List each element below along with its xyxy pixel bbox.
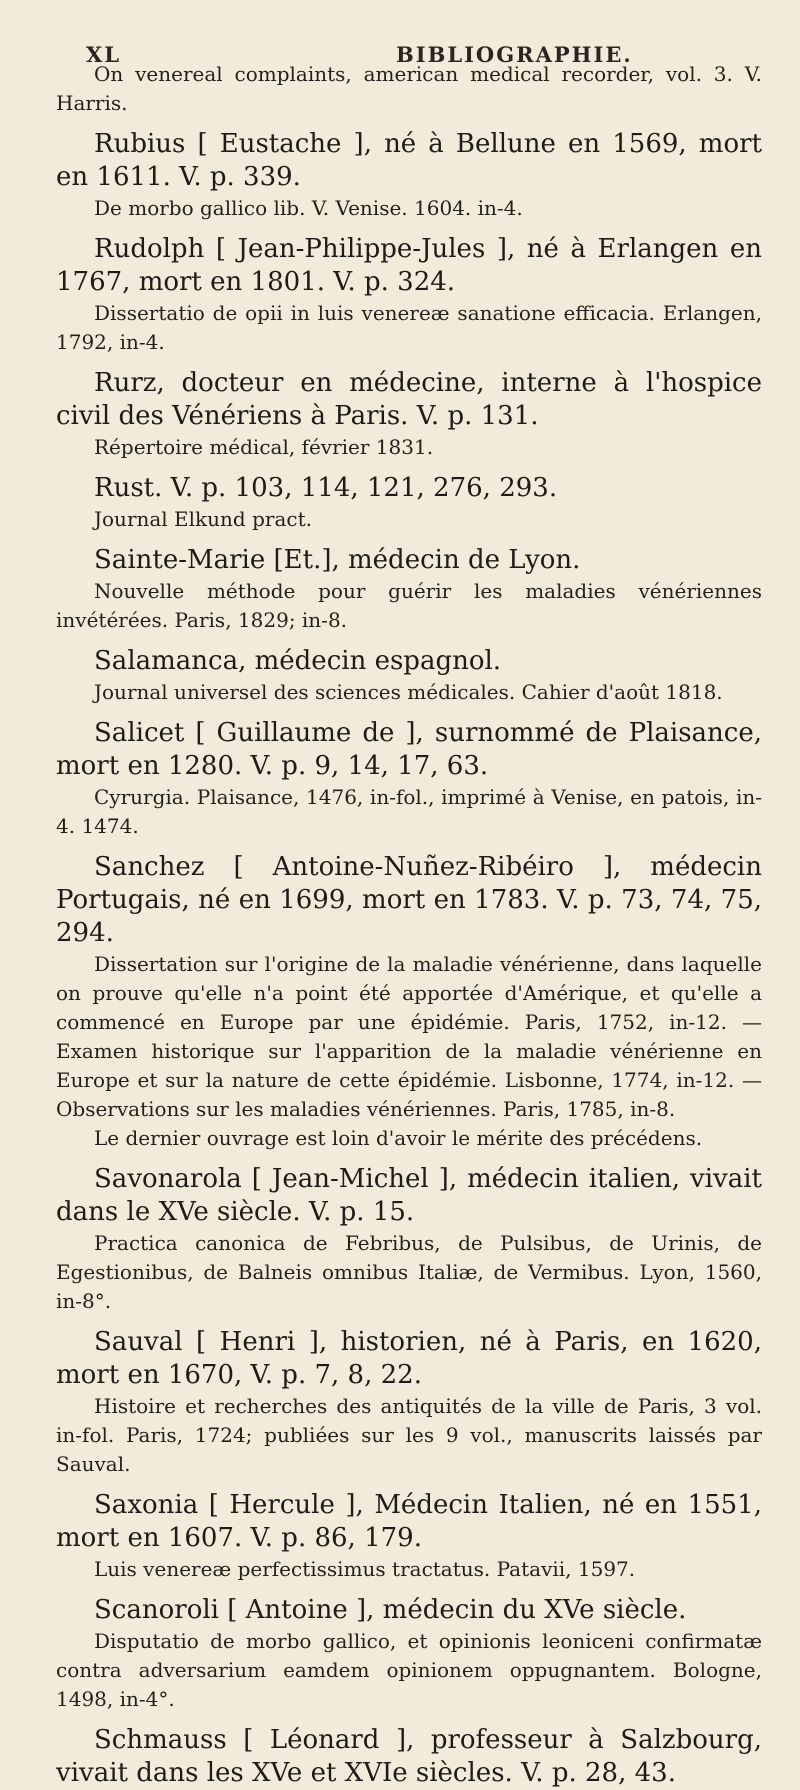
- entry-heading: Salamanca, médecin espagnol.: [94, 646, 502, 676]
- page-number: XL: [86, 42, 122, 67]
- entry-heading: Saxonia [ Hercule ], Médecin Italien, né en 1551, mort en 1607. V. p. 86, 179.: [56, 1490, 762, 1553]
- entry-heading: Scanoroli [ Antoine ], médecin du XVe siècle.: [94, 1595, 687, 1625]
- bibliography-entry: [56, 60, 762, 118]
- bibliography-entry: [56, 717, 762, 841]
- entry-heading: Salicet [ Guillaume de ], surnommé de Plaisance, mort en 1280. V. p. 9, 14, 17, 63.: [56, 718, 762, 781]
- entry-work: Dissertation sur l'origine de la maladie vénérienne, dans laquelle on prouve qu'elle n'a point été apportée d'Amérique, et qu'elle a commencé en Europe par une épidémie. Paris, 1752, in-12. — Examen historique sur l'apparition de la maladie vénérienne en Europe et sur la nature de cette épidémie. Lisbonne, 1774, in-12. — Observations sur les maladies vénériennes. Paris, 1785, in-8.: [56, 952, 762, 1121]
- bibliography-entry: [56, 233, 762, 357]
- entry-work: On venereal complaints, american medical recorder, vol. 3. V. Harris.: [56, 62, 762, 115]
- bibliography-entry: [56, 128, 762, 223]
- entry-work: Répertoire médical, février 1831.: [94, 435, 434, 459]
- bibliography-entry: [56, 1489, 762, 1584]
- bibliography-entry: [56, 645, 762, 707]
- bibliography-entry: [56, 544, 762, 635]
- entry-work: Dissertatio de opii in luis venereæ sanatione efficacia. Erlangen, 1792, in-4.: [56, 301, 762, 354]
- entry-work: Histoire et recherches des antiquités de la ville de Paris, 3 vol. in-fol. Paris, 1724; publiées sur les 9 vol., manuscrits laissés par Sauval.: [56, 1394, 762, 1476]
- bibliography-entries: [56, 60, 762, 1790]
- entry-heading: Sanchez [ Antoine-Nuñez-Ribéiro ], médecin Portugais, né en 1699, mort en 1783. V. p. 73, 74, 75, 294.: [56, 852, 762, 948]
- bibliography-entry: [56, 472, 762, 534]
- entry-work: Le dernier ouvrage est loin d'avoir le mérite des précédens.: [94, 1126, 703, 1150]
- entry-work: Journal Elkund pract.: [94, 507, 312, 531]
- entry-heading: Rust. V. p. 103, 114, 121, 276, 293.: [94, 473, 558, 503]
- bibliography-entry: [56, 1163, 762, 1316]
- entry-work: Disputatio de morbo gallico, et opinionis leoniceni confirmatæ contra adversarium eamdem opinionem oppugnantem. Bologne, 1498, in-4°.: [56, 1629, 762, 1711]
- entry-heading: Rubius [ Eustache ], né à Bellune en 1569, mort en 1611. V. p. 339.: [56, 129, 762, 192]
- bibliography-entry: [56, 1594, 762, 1714]
- entry-heading: Schmauss [ Léonard ], professeur à Salzbourg, vivait dans les XVe et XVIe siècles. V. p. 28, 43.: [56, 1725, 762, 1788]
- entry-work: Practica canonica de Febribus, de Pulsibus, de Urinis, de Egestionibus, de Balneis omnibus Italiæ, de Vermibus. Lyon, 1560, in-8°.: [56, 1231, 762, 1313]
- entry-work: De morbo gallico lib. V. Venise. 1604. in-4.: [94, 196, 523, 220]
- entry-heading: Sauval [ Henri ], historien, né à Paris, en 1620, mort en 1670, V. p. 7, 8, 22.: [56, 1327, 762, 1390]
- entry-work: Luis venereæ perfectissimus tractatus. Patavii, 1597.: [94, 1557, 636, 1581]
- entry-work: Journal universel des sciences médicales. Cahier d'août 1818.: [94, 680, 723, 704]
- bibliography-entry: [56, 851, 762, 1153]
- bibliography-entry: [56, 1326, 762, 1479]
- bibliography-entry: [56, 1724, 762, 1790]
- entry-heading: Savonarola [ Jean-Michel ], médecin italien, vivait dans le XVe siècle. V. p. 15.: [56, 1164, 762, 1227]
- entry-heading: Rurz, docteur en médecine, interne à l'hospice civil des Vénériens à Paris. V. p. 131.: [56, 368, 762, 431]
- entry-heading: Sainte-Marie [Et.], médecin de Lyon.: [94, 545, 581, 575]
- entry-work: Cyrurgia. Plaisance, 1476, in-fol., imprimé à Venise, en patois, in-4. 1474.: [56, 785, 762, 838]
- entry-work: Nouvelle méthode pour guérir les maladies vénériennes invétérées. Paris, 1829; in-8.: [56, 579, 762, 632]
- bibliography-entry: [56, 367, 762, 462]
- running-title: BIBLIOGRAPHIE.: [396, 42, 633, 67]
- entry-heading: Rudolph [ Jean-Philippe-Jules ], né à Erlangen en 1767, mort en 1801. V. p. 324.: [56, 234, 762, 297]
- page-header: [56, 20, 762, 67]
